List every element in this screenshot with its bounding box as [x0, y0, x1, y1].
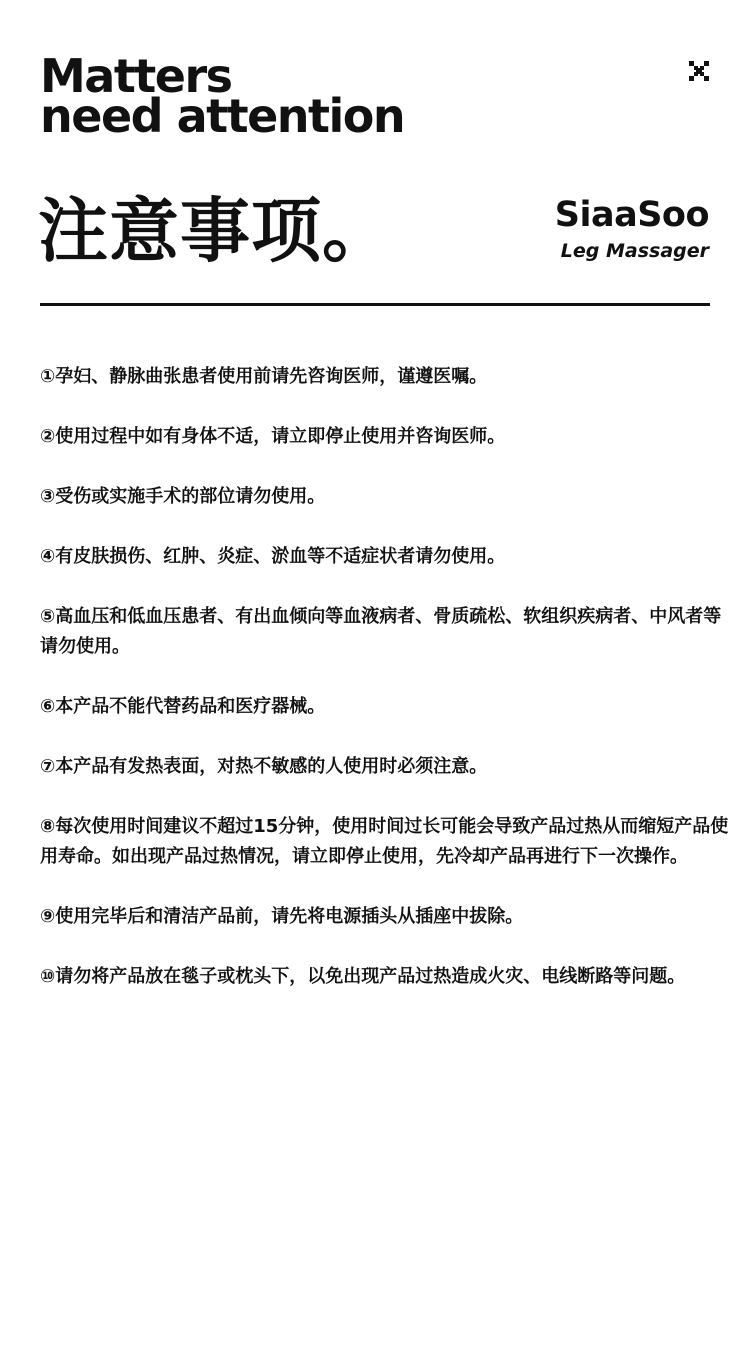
note-item-8: ⑧每次使用时间建议不超过15分钟，使用时间过长可能会导致产品过热从而缩短产品使用寿命。如出现产品过热情况，请立即停止使用，先冷却产品再进行下一次操作。 — [40, 816, 729, 867]
note-item-9: ⑨使用完毕后和清洁产品前，请先将电源插头从插座中拔除。 — [40, 906, 524, 927]
title-english-line-1: Matters — [40, 49, 232, 103]
notes-list — [40, 362, 730, 1022]
note-item-2: ②使用过程中如有身体不适，请立即停止使用并咨询医师。 — [40, 426, 506, 447]
checker-cross-icon — [689, 61, 709, 81]
note-item-5: ⑤高血压和低血压患者、有出血倾向等血液病者、骨质疏松、软组织疾病者、中风者等请勿使用。 — [40, 606, 722, 657]
note-item-1: ①孕妇、静脉曲张患者使用前请先咨询医师，谨遵医嘱。 — [40, 366, 488, 387]
note-item-7: ⑦本产品有发热表面，对热不敏感的人使用时必须注意。 — [40, 756, 488, 777]
note-item-6: ⑥本产品不能代替药品和医疗器械。 — [40, 696, 326, 717]
note-item-10: ⑩请勿将产品放在毯子或枕头下，以免出现产品过热造成火灾、电线断路等问题。 — [40, 966, 686, 987]
brand-block — [555, 193, 709, 263]
brand-subtitle: Leg Massager — [560, 240, 709, 262]
header-divider — [40, 303, 710, 306]
title-english-line-2: need attention — [40, 89, 405, 143]
title-english — [40, 49, 500, 143]
title-chinese: 注意事项。 — [38, 190, 393, 272]
brand-name: SiaaSoo — [554, 195, 709, 235]
note-item-3: ③受伤或实施手术的部位请勿使用。 — [40, 486, 326, 507]
note-item-4: ④有皮肤损伤、红肿、炎症、淤血等不适症状者请勿使用。 — [40, 546, 506, 567]
